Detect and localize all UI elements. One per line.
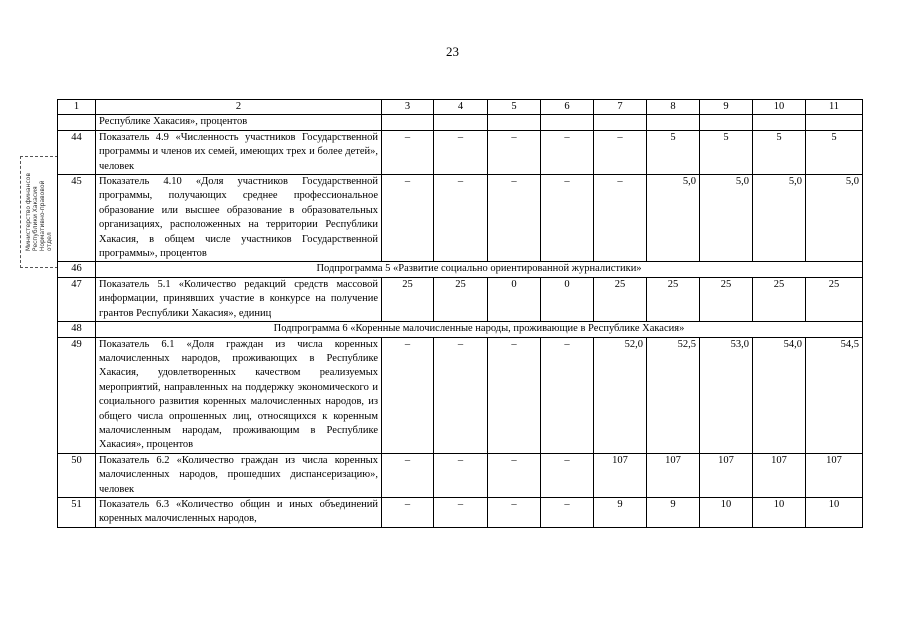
row-description: Показатель 4.9 «Численность участников Государственной программы и членов их семей, имеющих трех и более детей», человек (96, 130, 382, 174)
row-number: 44 (58, 130, 96, 174)
value-cell: 54,5 (806, 337, 863, 453)
value-cell: – (541, 175, 594, 262)
value-cell (594, 115, 647, 130)
value-cell (434, 115, 488, 130)
value-cell: – (434, 175, 488, 262)
value-cell: – (382, 497, 434, 527)
value-cell: 5,0 (700, 175, 753, 262)
table-row (58, 497, 863, 527)
value-cell: – (594, 175, 647, 262)
value-cell: – (488, 497, 541, 527)
value-cell: 0 (488, 277, 541, 321)
value-cell: – (488, 175, 541, 262)
value-cell: 5 (753, 130, 806, 174)
value-cell: 25 (382, 277, 434, 321)
value-cell (541, 115, 594, 130)
header-cell: 3 (382, 100, 434, 115)
header-cell: 7 (594, 100, 647, 115)
subprogram-row (58, 322, 863, 337)
row-description: Показатель 5.1 «Количество редакций средств массовой информации, принявших участие в конкурсе на получение грантов Республики Хакасия», единиц (96, 277, 382, 321)
registration-stamp (20, 156, 58, 268)
row-number: 46 (58, 262, 96, 277)
value-cell (700, 115, 753, 130)
value-cell: – (541, 453, 594, 497)
subprogram-row (58, 262, 863, 277)
value-cell (806, 115, 863, 130)
value-cell: 54,0 (753, 337, 806, 453)
value-cell: 107 (647, 453, 700, 497)
value-cell: – (434, 497, 488, 527)
value-cell: 5 (806, 130, 863, 174)
value-cell: 0 (541, 277, 594, 321)
header-cell: 6 (541, 100, 594, 115)
value-cell: 9 (647, 497, 700, 527)
value-cell (488, 115, 541, 130)
row-number: 48 (58, 322, 96, 337)
table-row (58, 130, 863, 174)
indicators-table (57, 99, 863, 528)
value-cell: – (382, 337, 434, 453)
value-cell: 25 (806, 277, 863, 321)
row-number (58, 115, 96, 130)
value-cell: 107 (753, 453, 806, 497)
table-row (58, 175, 863, 262)
page-number: 23 (446, 44, 459, 59)
row-description: Республике Хакасия», процентов (96, 115, 382, 130)
value-cell: 107 (594, 453, 647, 497)
value-cell: – (488, 337, 541, 453)
header-cell: 8 (647, 100, 700, 115)
row-number: 47 (58, 277, 96, 321)
value-cell: – (382, 453, 434, 497)
subprogram-title: Подпрограмма 6 «Коренные малочисленные народы, проживающие в Республике Хакасия» (96, 322, 863, 337)
row-description: Показатель 4.10 «Доля участников Государственной программы, получающих среднее профессиональное образование или высшее образование в образовательных организациях, расположенных на территории Республики Хакасия, в общем числе участников Государственной программы», процентов (96, 175, 382, 262)
value-cell: – (434, 130, 488, 174)
row-number: 51 (58, 497, 96, 527)
table-row-continuation (58, 115, 863, 130)
value-cell (382, 115, 434, 130)
header-cell: 10 (753, 100, 806, 115)
value-cell: 52,0 (594, 337, 647, 453)
header-cell: 9 (700, 100, 753, 115)
value-cell: – (594, 130, 647, 174)
value-cell (753, 115, 806, 130)
value-cell: 5,0 (753, 175, 806, 262)
value-cell: – (541, 497, 594, 527)
value-cell: – (382, 175, 434, 262)
value-cell: 10 (753, 497, 806, 527)
value-cell: 25 (647, 277, 700, 321)
table-header-row (58, 100, 863, 115)
header-cell: 1 (58, 100, 96, 115)
table-row (58, 337, 863, 453)
row-number: 49 (58, 337, 96, 453)
value-cell: 5 (700, 130, 753, 174)
value-cell: – (541, 130, 594, 174)
value-cell: – (488, 453, 541, 497)
value-cell: 52,5 (647, 337, 700, 453)
value-cell: 5,0 (647, 175, 700, 262)
row-number: 50 (58, 453, 96, 497)
value-cell: – (434, 453, 488, 497)
value-cell: 10 (806, 497, 863, 527)
value-cell: 5,0 (806, 175, 863, 262)
value-cell: 25 (700, 277, 753, 321)
value-cell: 25 (753, 277, 806, 321)
row-description: Показатель 6.1 «Доля граждан из числа коренных малочисленных народов, проживающих в Республике Хакасия, удовлетворенных качеством реализуемых мероприятий, направленных на поддержку экономического и социального развития коренных малочисленных народов, из общего числа опрошенных лиц, относящихся к коренным малочисленным народам, проживающим в Республике Хакасия», процентов (96, 337, 382, 453)
value-cell: – (488, 130, 541, 174)
row-description: Показатель 6.2 «Количество граждан из числа коренных малочисленных народов, прошедших диспансеризацию», человек (96, 453, 382, 497)
value-cell: 107 (806, 453, 863, 497)
value-cell: 5 (647, 130, 700, 174)
stamp-text: Министерство финансов Республики Хакасия Нормативно-правовой отдел (25, 172, 53, 252)
table-row (58, 453, 863, 497)
value-cell: – (434, 337, 488, 453)
header-cell: 4 (434, 100, 488, 115)
header-cell: 2 (96, 100, 382, 115)
value-cell: 25 (434, 277, 488, 321)
header-cell: 11 (806, 100, 863, 115)
value-cell: 9 (594, 497, 647, 527)
row-number: 45 (58, 175, 96, 262)
value-cell: 107 (700, 453, 753, 497)
subprogram-title: Подпрограмма 5 «Развитие социально ориентированной журналистики» (96, 262, 863, 277)
value-cell: 25 (594, 277, 647, 321)
table-row (58, 277, 863, 321)
row-description: Показатель 6.3 «Количество общин и иных объединений коренных малочисленных народов, (96, 497, 382, 527)
value-cell: – (541, 337, 594, 453)
header-cell: 5 (488, 100, 541, 115)
value-cell: 53,0 (700, 337, 753, 453)
value-cell: – (382, 130, 434, 174)
value-cell (647, 115, 700, 130)
value-cell: 10 (700, 497, 753, 527)
